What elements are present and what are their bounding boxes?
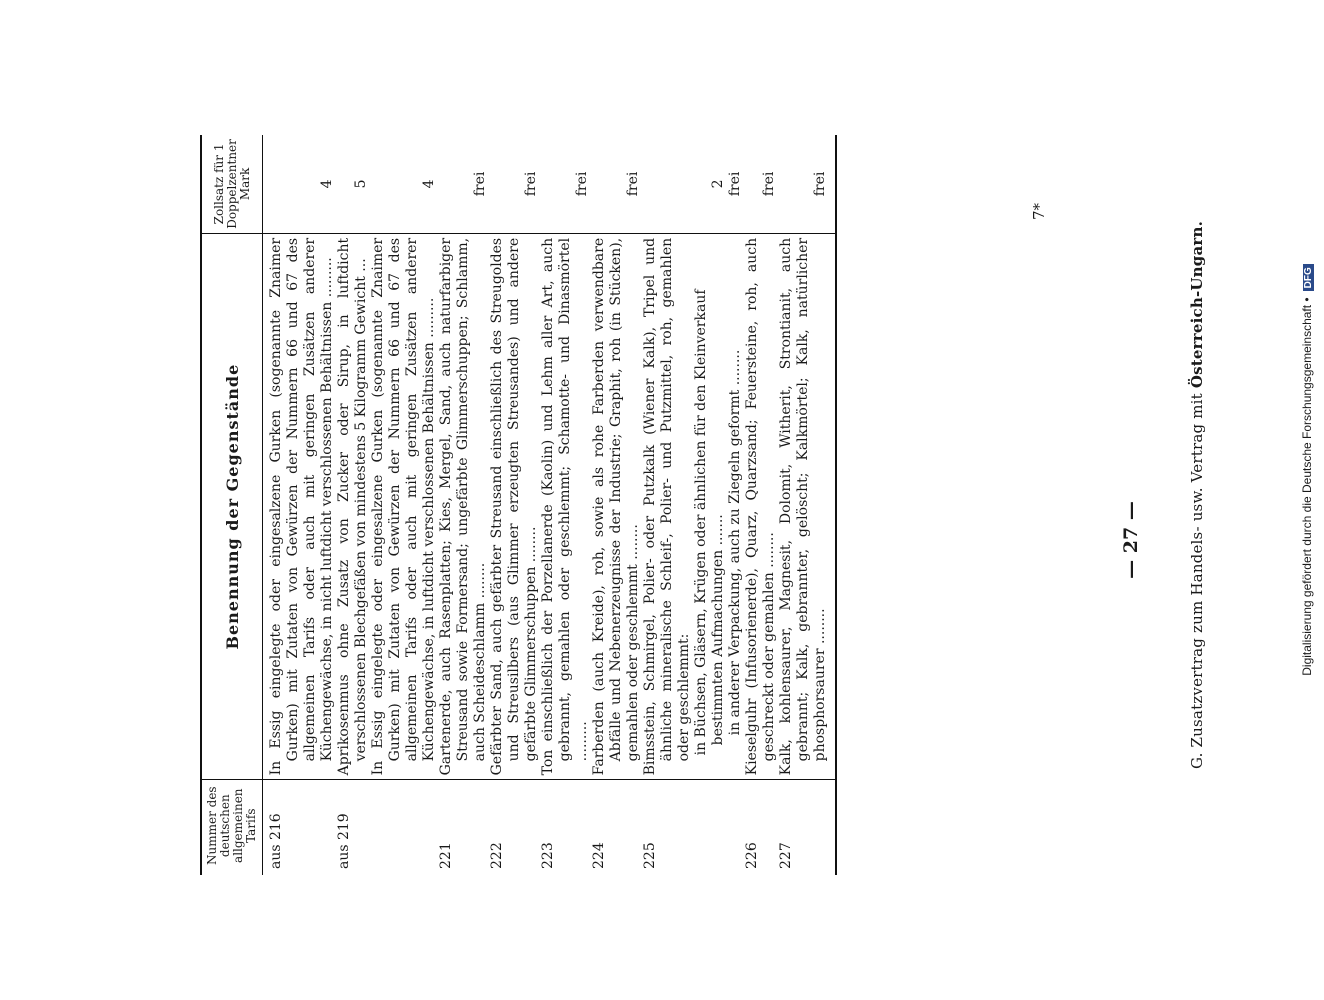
item-description: Kalk, kohlensaurer, Magnesit, Dolomit, Witherit, Strontianit, auch gebrannt; Kalk, gebrannter, gelöscht; Kalkmörtel; Kalk, natürlicher phosphorsaurer ........ (778, 237, 828, 776)
tariff-number: aus 216 (268, 780, 336, 875)
duty-rate: frei (761, 171, 777, 197)
signature-mark: 7* (1030, 202, 1048, 220)
tariff-number: 225 (642, 780, 727, 875)
duty-rate: 4 (421, 179, 437, 189)
duty-rate: frei (472, 171, 488, 197)
tariff-number: 226 (744, 780, 778, 875)
table-row (642, 135, 727, 875)
table-header-row (201, 135, 263, 875)
duty-rate: 4 (319, 179, 335, 189)
duty-rate: frei (574, 171, 590, 197)
running-head-country: Österreich-Ungarn. (1188, 220, 1206, 389)
table-row (268, 135, 336, 875)
item-description: In Essig eingelegte oder eingesalzene Gurken (sogenannte Znaimer Gurken) mit Zutaten von Gewürzen der Nummern 66 und 67 des allgemeinen Tarifs oder auch mit geringen Zusätzen anderer Küchengewächse, in luftdicht verschlossenen Behältnissen ......... (370, 237, 437, 776)
table-row (336, 135, 370, 875)
table-row (540, 135, 591, 875)
tariff-number: 221 (438, 780, 489, 875)
tariff-number: aus 219 (336, 780, 370, 875)
item-description: Kieselguhr (Infusorienerde), Quarz, Quarzsand; Feuersteine, roh, auch geschreckt oder gemahlen ........ (744, 237, 777, 776)
col-header-number: Nummer des deutschen allgemeinen Tarifs (201, 780, 263, 875)
running-head-text (1188, 70, 1206, 920)
tariff-number: 223 (540, 780, 591, 875)
tariff-number: 222 (489, 780, 540, 875)
running-head-pre: G. Zusatzvertrag zum Handels- usw. Vertrag mit (1188, 393, 1206, 770)
item-description: Aprikosenmus ohne Zusatz von Zucker oder Sirup, in luftdicht verschlossenen Blechgefäßen von mindestens 5 Kilogramm Gewicht ... (336, 237, 369, 776)
duty-rate: frei (727, 171, 743, 197)
table-row (370, 135, 438, 875)
page-number: — 27 — (1120, 501, 1142, 579)
item-description: Ton einschließlich der Porzellanerde (Kaolin) und Lehm aller Art, auch gebrannt, gemahlen oder geschlemmt; Schamotte- und Dinasmörtel ......... (540, 237, 590, 776)
running-header (1180, 70, 1220, 920)
duty-rate: 2 (710, 179, 726, 189)
tariff-number: 227 (778, 780, 836, 875)
item-description: Farberden (auch Kreide), roh, sowie als rohe Farberden verwendbare Abfälle und Nebenerzeugnisse der Industrie; Graphit, roh (in Stücken), gemahlen oder geschlemmt ........ (591, 237, 641, 776)
table-row (778, 135, 836, 875)
table-row (591, 135, 642, 875)
duty-rate: frei (625, 171, 641, 197)
table-row (727, 135, 744, 875)
col-header-rate: Zollsatz für 1 Doppelzentner Mark (201, 135, 263, 233)
table-row (438, 135, 489, 875)
table-row (744, 135, 778, 875)
table-row (489, 135, 540, 875)
dfg-logo: DFG (1303, 264, 1314, 291)
item-subdescription: in anderer Verpackung, auch zu Ziegeln geformt ........ (727, 349, 743, 736)
duty-rate: 5 (353, 179, 369, 189)
col-header-description: Benennung der Gegenstände (201, 233, 263, 780)
item-description: Bimsstein, Schmirgel, Polier- oder Putzkalk (Wiener Kalk), Tripel und ähnliche mineralische Schleif-, Polier- und Putzmittel, roh, gemahlen oder geschlemmt: (642, 237, 692, 776)
duty-rate: frei (812, 171, 828, 197)
item-description: Gefärbter Sand, auch gefärbter Streusand einschließlich des Streugoldes und Streusilbers (aus Glimmer erzeugten Streusandes) und andere gefärbte Glimmerschuppen ........ (489, 237, 539, 776)
item-description: In Essig eingelegte oder eingesalzene Gurken (sogenannte Znaimer Gurken) mit Zutaten von Gewürzen der Nummern 66 und 67 des allgemeinen Tarifs oder auch mit geringen Zusätzen anderer Küchengewächse, in nicht luftdicht verschlossenen Behältnissen ......... (268, 237, 335, 776)
duty-rate: frei (523, 171, 539, 197)
item-subdescription: in Büchsen, Gläsern, Krügen oder ähnlichen für den Kleinverkauf bestimmten Aufmachungen ....... (693, 289, 726, 756)
digitization-credit (1300, 10, 1314, 930)
item-description: Gartenerde, auch Rasenplatten; Kies, Mergel, Sand, auch naturfarbiger Streusand sowie Formersand; ungefärbte Glimmerschuppen; Schlamm, auch Scheideschlamm ........ (438, 237, 488, 776)
tariff-number: 224 (591, 780, 642, 875)
credit-text: Digitalisierung gefördert durch die Deutsche Forschungsgemeinschaft • (1300, 297, 1314, 676)
tariff-table (200, 135, 837, 875)
